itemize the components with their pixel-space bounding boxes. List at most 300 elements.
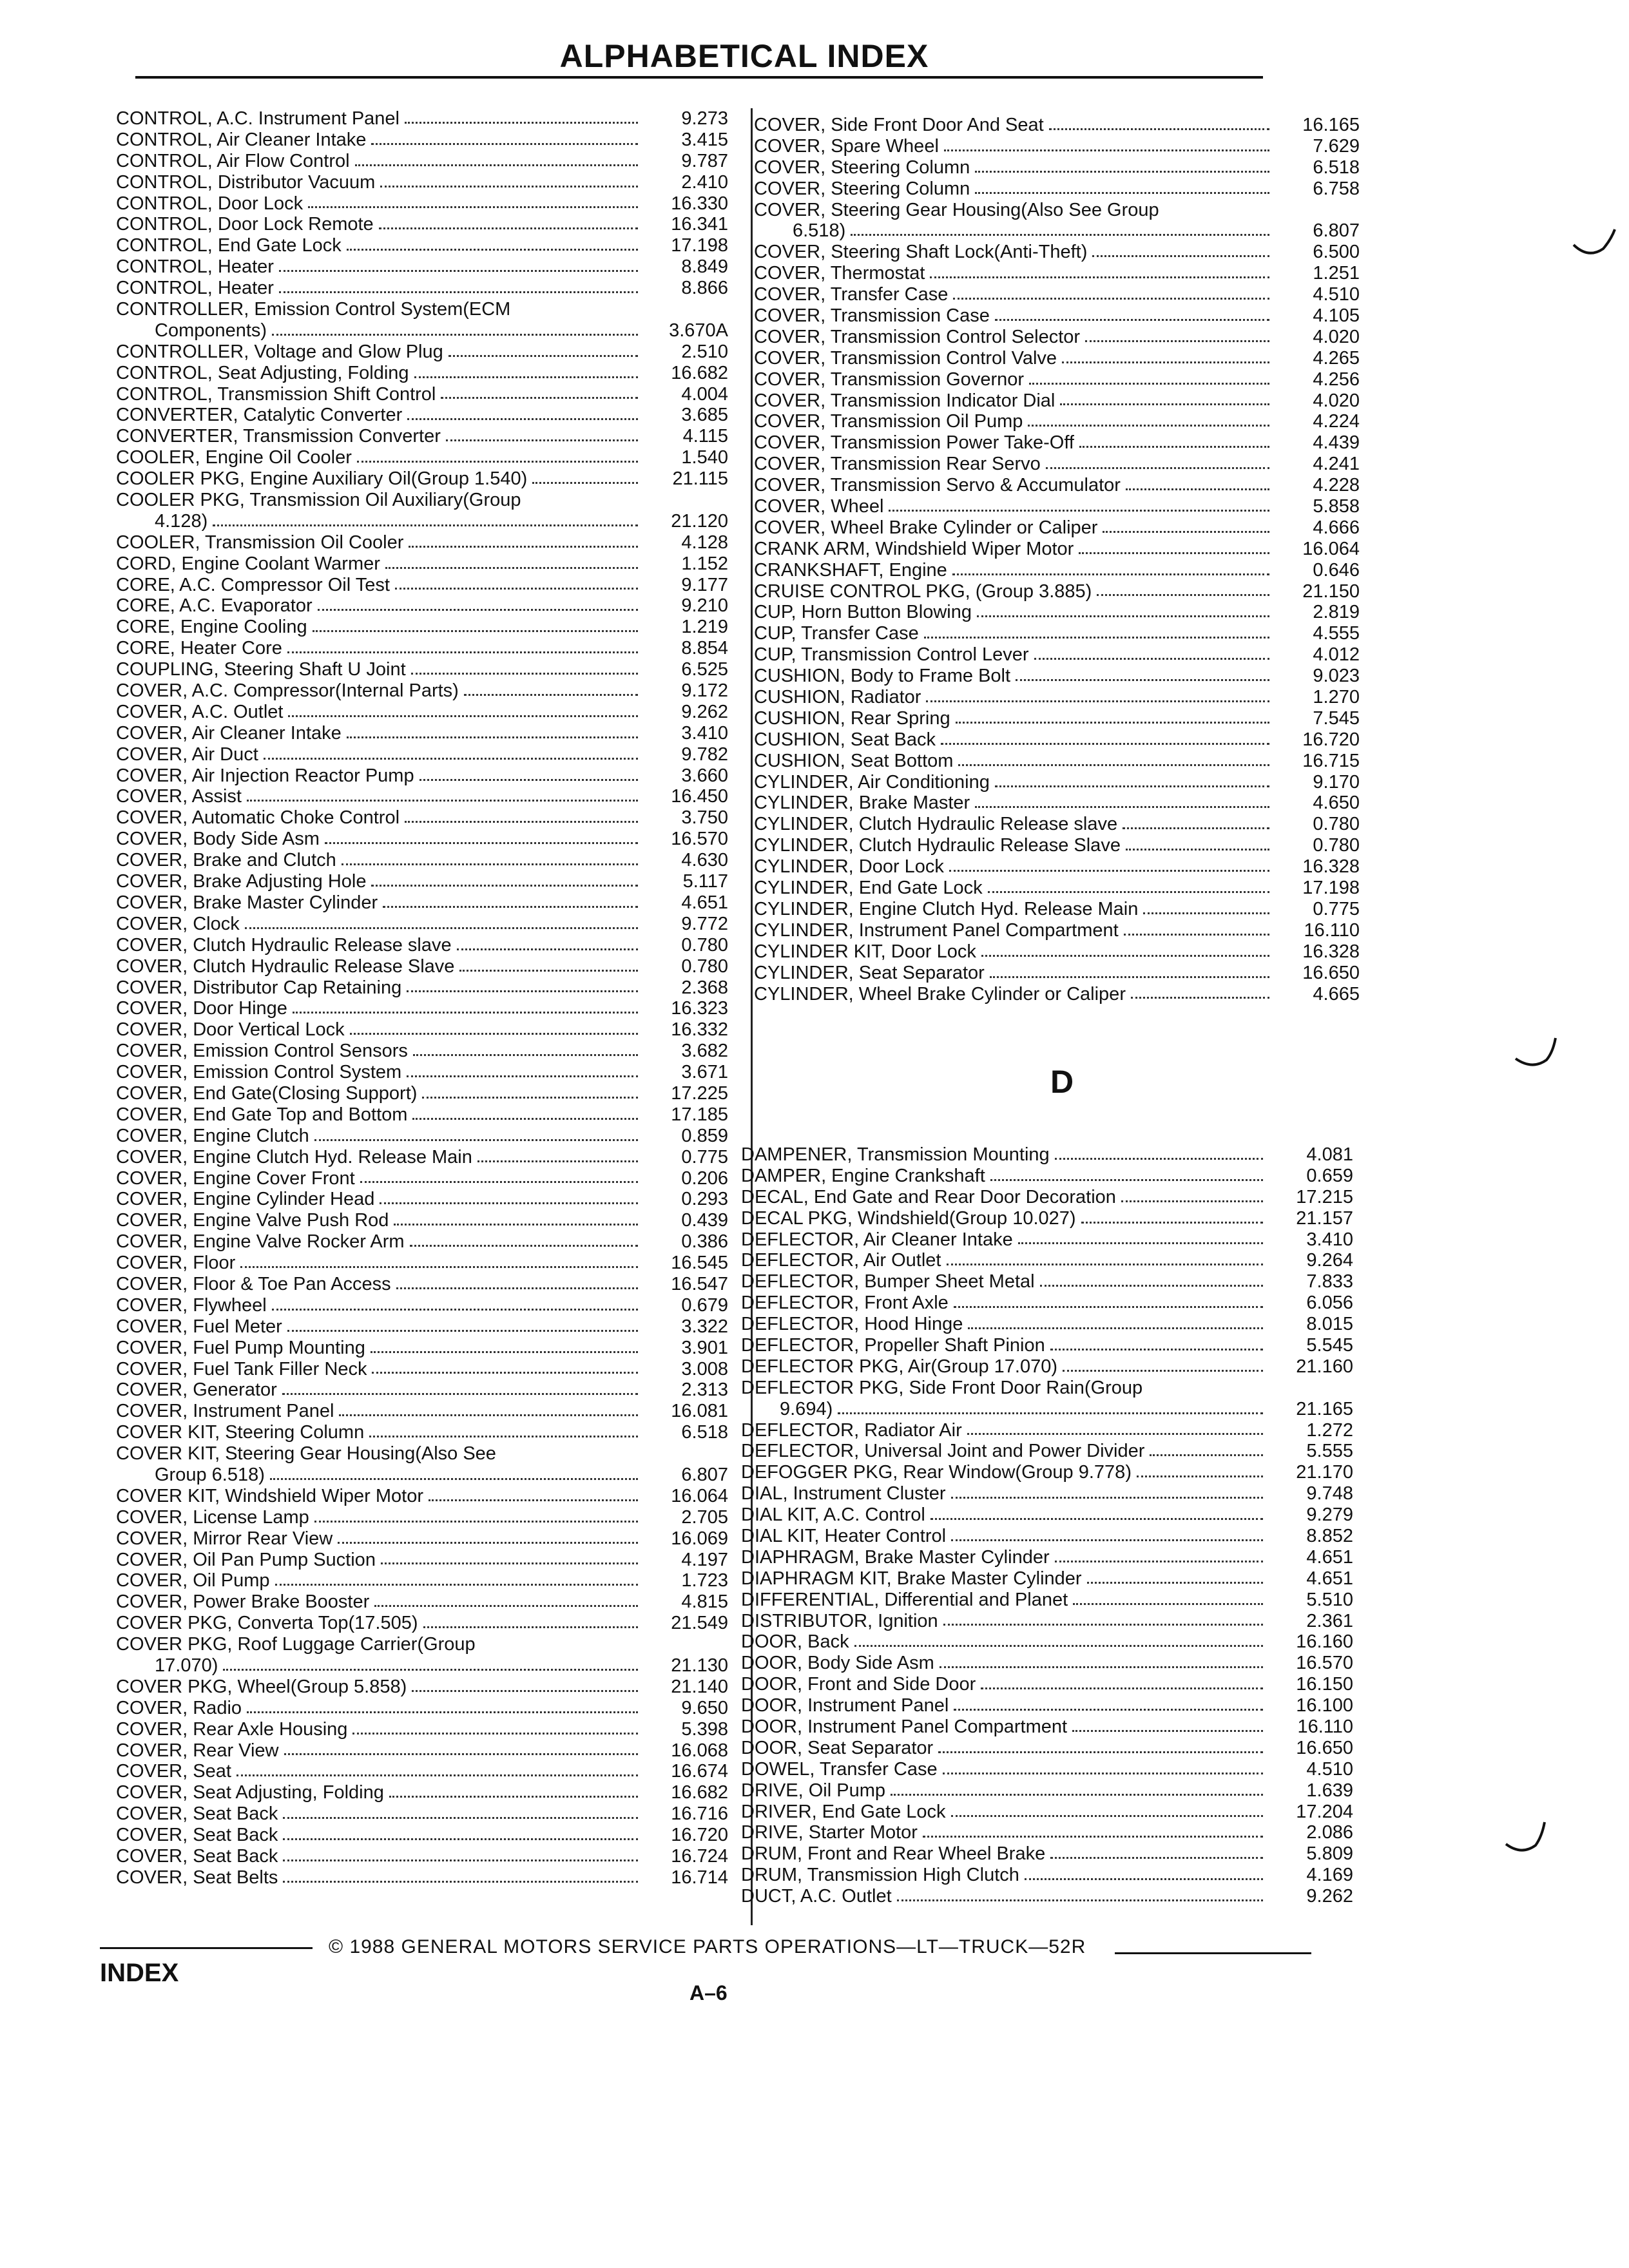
dot-leader [412,1118,638,1120]
dot-leader [422,1097,638,1099]
index-entry [116,977,728,999]
entry-name: DIFFERENTIAL, Differential and Planet [741,1589,1068,1610]
entry-name: COVER, Clutch Hydraulic Release Slave [116,956,455,977]
entry-name: COUPLING, Steering Shaft U Joint [116,659,406,680]
entry-name: COVER, Engine Cylinder Head [116,1189,375,1210]
index-entry [741,1335,1353,1356]
dot-leader [1040,1285,1263,1287]
index-entry [741,1187,1353,1208]
index-entry [116,595,728,617]
index-entry [754,200,1360,221]
entry-name: DAMPER, Engine Crankshaft [741,1165,985,1186]
dot-leader [1073,1603,1263,1605]
dot-leader [347,249,638,251]
entry-name: DRUM, Transmission High Clutch [741,1865,1019,1886]
index-entry [116,1041,728,1062]
entry-page-ref: 6.525 [681,659,728,680]
entry-name: COVER, Air Duct [116,744,258,765]
entry-name: COVER, Engine Cover Front [116,1168,355,1189]
entry-page-ref: 1.272 [1306,1419,1353,1441]
entry-page-ref: 9.273 [681,108,728,129]
entry-name: COVER, Mirror Rear View [116,1528,333,1549]
index-entry [741,1144,1353,1166]
dot-leader [1087,1582,1263,1584]
entry-name: CONTROL, End Gate Lock [116,235,342,256]
entry-page-ref: 4.651 [681,892,728,913]
dot-leader [990,1179,1263,1181]
dot-leader [371,143,638,145]
entry-page-ref: 8.852 [1306,1526,1353,1547]
entry-page-ref: 4.815 [681,1591,728,1613]
entry-page-ref: 2.819 [1313,602,1360,623]
index-entry [754,136,1360,157]
dot-leader [1018,1242,1263,1244]
dot-leader [1126,849,1269,850]
dot-leader [374,1605,638,1607]
entry-name: COVER, Transmission Rear Servo [754,454,1041,475]
entry-page-ref: 9.262 [1306,1886,1353,1907]
entry-name: COVER, Thermostat [754,263,925,284]
index-entry [754,157,1360,178]
entry-name: COVER, Oil Pump [116,1570,270,1591]
entry-page-ref: 0.775 [1313,898,1360,919]
index-entry [116,426,728,447]
index-entry [116,680,728,702]
index-entry [116,1189,728,1210]
entry-page-ref: 3.415 [681,129,728,150]
dot-leader [308,206,638,208]
dot-leader [891,1794,1263,1796]
entry-name: COVER PKG, Roof Luggage Carrier(Group [116,1634,476,1655]
entry-name: COVER, Transmission Governor [754,369,1025,390]
entry-name: COVER, Door Vertical Lock [116,1019,345,1041]
entry-name: CONTROL, Heater [116,278,274,299]
entry-page-ref: 0.780 [1313,835,1360,856]
index-entry [116,1465,728,1486]
index-entry [116,787,728,808]
entry-page-ref: 9.782 [681,744,728,765]
dot-leader [283,1817,638,1819]
entry-page-ref: 0.780 [681,956,728,977]
entry-page-ref: 4.651 [1306,1568,1353,1589]
entry-name: COVER, Door Hinge [116,998,287,1019]
index-entry [741,1653,1353,1674]
dot-leader [247,1711,638,1713]
dot-leader [532,482,638,484]
entry-page-ref: 16.081 [671,1401,728,1422]
entry-page-ref: 2.510 [681,341,728,362]
entry-page-ref: 0.439 [681,1210,728,1231]
dot-leader [275,1584,639,1586]
entry-page-ref: 5.398 [681,1718,728,1740]
entry-name: COVER, Spare Wheel [754,135,939,157]
index-entry [116,1316,728,1338]
dot-leader [854,1645,1263,1647]
dot-leader [223,1669,638,1671]
index-entry [116,1443,728,1465]
entry-page-ref: 16.064 [1302,538,1360,559]
entry-page-ref: 16.110 [1297,1716,1353,1738]
entry-name: CRUISE CONTROL PKG, (Group 3.885) [754,581,1092,602]
entry-name: CORD, Engine Coolant Warmer [116,553,380,574]
entry-name: CONTROL, Heater [116,256,274,278]
index-entry [754,687,1360,708]
dot-leader [247,800,638,802]
dot-leader [407,990,638,992]
index-entry [116,744,728,765]
entry-page-ref: 4.004 [681,383,728,405]
entry-page-ref: 2.410 [681,171,728,193]
entry-page-ref: 4.228 [1313,475,1360,496]
index-entry [741,1526,1353,1547]
entry-name: COVER, License Lamp [116,1506,309,1528]
entry-name: COVER, Air Cleaner Intake [116,722,342,744]
entry-page-ref: 4.265 [1313,347,1360,369]
entry-page-ref: 16.716 [671,1803,728,1825]
entry-page-ref: 0.293 [681,1189,728,1210]
index-entry [741,1293,1353,1314]
entry-page-ref: 4.439 [1313,432,1360,454]
dot-leader [282,1393,638,1395]
dot-leader [924,637,1269,639]
dot-leader [943,1773,1263,1774]
dot-leader [380,1202,638,1204]
index-entry [116,935,728,956]
dot-leader [429,1499,638,1501]
dot-leader [213,524,638,526]
index-entry [741,1568,1353,1590]
dot-leader [1126,488,1269,490]
dot-leader [975,171,1269,173]
index-entry [116,1231,728,1253]
entry-page-ref: 9.264 [1306,1250,1353,1271]
entry-page-ref: 21.157 [1296,1207,1353,1229]
entry-name: DOOR, Back [741,1631,849,1653]
entry-page-ref: 3.671 [681,1062,728,1083]
dot-leader [314,1521,638,1523]
entry-name: COVER, Brake Adjusting Hole [116,871,367,892]
entry-page-ref: 16.332 [671,1019,728,1041]
entry-name: CUP, Horn Button Blowing [754,602,972,623]
dot-leader [284,1753,639,1755]
dot-leader [412,1690,638,1692]
entry-name: Components) [155,320,267,341]
page-number: A–6 [689,1981,728,2004]
entry-page-ref: 16.328 [1302,941,1360,962]
entry-page-ref: 4.020 [1313,390,1360,411]
entry-name: DOWEL, Transfer Case [741,1758,938,1780]
index-entry [116,1104,728,1126]
entry-name: CONTROL, Air Cleaner Intake [116,129,367,150]
entry-page-ref: 16.715 [1302,750,1360,771]
index-entry [116,702,728,723]
index-entry [754,602,1360,623]
dot-leader [407,1075,638,1077]
entry-name: COVER, Seat Back [116,1803,278,1825]
dot-leader [410,1245,638,1247]
entry-name: COVER, Brake Master Cylinder [116,892,378,913]
dot-leader [371,885,638,887]
entry-name: COVER, Seat [116,1761,231,1782]
entry-name: CUSHION, Seat Back [754,729,936,750]
entry-name: CYLINDER, Seat Separator [754,962,985,983]
entry-page-ref: 16.165 [1302,114,1360,135]
index-entry [741,1865,1353,1886]
dot-leader [1097,594,1269,596]
dot-leader [283,1860,638,1861]
index-entry [116,1338,728,1359]
index-entry [741,1229,1353,1251]
index-entry [754,984,1360,1005]
dot-leader [380,186,638,187]
dot-leader [409,546,638,548]
index-entry [116,617,728,638]
dot-leader [279,291,638,293]
index-entry [741,1695,1353,1716]
entry-name: COOLER, Engine Oil Cooler [116,447,352,468]
entry-name: CYLINDER, Clutch Hydraulic Release Slave [754,835,1121,856]
index-entry [741,1441,1353,1462]
dot-leader [293,1012,638,1014]
index-entry [754,454,1360,475]
entry-name: COVER, Seat Back [116,1825,278,1846]
dot-leader [272,334,638,336]
index-entry [116,871,728,892]
entry-page-ref: 16.570 [671,829,728,850]
index-entry [116,1634,728,1655]
entry-name: COVER, Rear Axle Housing [116,1718,348,1740]
index-entry [116,320,728,341]
entry-page-ref: 16.682 [671,1782,728,1803]
dot-leader [245,927,638,929]
index-column-left [116,108,728,1888]
index-entry [116,1761,728,1782]
index-entry [116,108,728,130]
index-entry [754,348,1360,369]
entry-page-ref: 17.215 [1296,1186,1353,1207]
index-entry [116,490,728,511]
entry-page-ref: 5.858 [1313,496,1360,517]
index-entry [754,496,1360,517]
entry-page-ref: 7.545 [1313,707,1360,729]
entry-page-ref: 21.165 [1296,1398,1353,1419]
entry-name: COVER, Fuel Meter [116,1316,282,1337]
footer-copyright: © 1988 GENERAL MOTORS SERVICE PARTS OPERATIONS—LT—TRUCK—52R [329,1936,1086,1957]
entry-name: DEFLECTOR, Air Cleaner Intake [741,1229,1013,1250]
entry-page-ref: 0.775 [681,1146,728,1168]
index-column-right-c [754,115,1360,1004]
entry-name: COVER, Generator [116,1379,277,1401]
index-entry [754,899,1360,920]
index-entry [116,1379,728,1401]
dot-leader [357,461,638,463]
entry-page-ref: 9.772 [681,913,728,934]
index-entry [116,1062,728,1083]
dot-leader [385,567,638,569]
entry-page-ref: 16.650 [1296,1737,1353,1758]
index-entry [754,814,1360,835]
dot-leader [379,227,638,229]
entry-page-ref: 5.117 [682,871,728,892]
entry-page-ref: 9.748 [1306,1483,1353,1504]
dot-leader [995,785,1269,787]
entry-page-ref: 8.854 [681,638,728,659]
index-entry [116,1422,728,1443]
index-entry [754,708,1360,729]
entry-name: COVER, Transfer Case [754,284,949,305]
dot-leader [930,1518,1263,1520]
index-entry [116,1803,728,1825]
entry-page-ref: 4.256 [1313,369,1360,390]
entry-name: DOOR, Instrument Panel [741,1695,949,1716]
index-entry [741,1314,1353,1335]
entry-page-ref: 6.518 [681,1422,728,1443]
dot-leader [347,736,638,738]
dot-leader [995,319,1269,321]
entry-name: COVER, Transmission Control Selector [754,326,1081,347]
entry-name: COVER, End Gate Top and Bottom [116,1104,408,1125]
index-entry [116,193,728,215]
entry-page-ref: 0.780 [1313,814,1360,835]
index-entry [754,432,1360,454]
entry-page-ref: 6.807 [681,1464,728,1485]
dot-leader [325,842,638,844]
index-entry [754,517,1360,539]
entry-name: CYLINDER, Brake Master [754,793,970,814]
index-entry [741,1738,1353,1759]
dot-leader [1016,679,1269,681]
index-entry [741,1462,1353,1483]
entry-page-ref: 16.150 [1296,1674,1353,1695]
dot-leader [1046,467,1269,469]
index-entry [116,151,728,172]
dot-leader [1060,403,1269,405]
entry-name: CUP, Transmission Control Lever [754,644,1029,666]
footer-rule-right [1115,1952,1311,1954]
entry-page-ref: 6.500 [1313,242,1360,263]
entry-name: COVER, Fuel Pump Mounting [116,1337,365,1358]
dot-leader [1092,255,1269,257]
entry-page-ref: 3.410 [1306,1229,1353,1250]
entry-page-ref: 4.115 [682,426,728,447]
entry-page-ref: 1.540 [681,447,728,468]
index-entry [116,1867,728,1888]
entry-name: COVER, Engine Valve Rocker Arm [116,1231,405,1253]
index-entry [754,729,1360,751]
entry-page-ref: 4.169 [1306,1865,1353,1886]
index-entry [116,998,728,1019]
index-entry [754,560,1360,581]
footer-section-label: INDEX [100,1959,179,1987]
entry-name: DEFLECTOR PKG, Side Front Door Rain(Group [741,1377,1143,1398]
entry-page-ref: 9.279 [1306,1504,1353,1526]
entry-name: COVER, Transmission Oil Pump [754,411,1023,432]
entry-page-ref: 16.674 [671,1761,728,1782]
entry-name: COVER, Seat Adjusting, Folding [116,1782,384,1803]
check-mark-icon [1505,1817,1550,1862]
dot-leader [1049,128,1269,130]
entry-name: COOLER PKG, Engine Auxiliary Oil(Group 1.540) [116,468,528,490]
entry-name: DEFLECTOR, Air Outlet [741,1250,941,1271]
entry-name: COVER, Seat Belts [116,1867,278,1888]
entry-name: CORE, A.C. Compressor Oil Test [116,574,390,595]
dot-leader [926,700,1269,702]
dot-leader [1085,340,1269,342]
entry-page-ref: 9.177 [681,574,728,595]
entry-page-ref: 16.714 [671,1867,728,1888]
entry-page-ref: 3.901 [681,1337,728,1358]
entry-name: COVER, Fuel Tank Filler Neck [116,1358,367,1379]
entry-name: COVER, Wheel Brake Cylinder or Caliper [754,517,1098,538]
entry-page-ref: 2.368 [681,977,728,998]
entry-name: COVER, Distributor Cap Retaining [116,977,402,998]
entry-name: DEFLECTOR PKG, Air(Group 17.070) [741,1356,1058,1377]
index-entry [741,1378,1353,1399]
dot-leader [968,1327,1263,1329]
entry-name: COVER, Wheel [754,496,884,517]
dot-leader [342,863,638,865]
entry-page-ref: 0.679 [681,1294,728,1316]
entry-name: COOLER, Transmission Oil Cooler [116,532,404,553]
entry-name: CUSHION, Radiator [754,687,921,708]
entry-name: COVER PKG, Converta Top(17.505) [116,1613,418,1634]
index-entry [741,1250,1353,1271]
dot-leader [279,270,638,272]
entry-page-ref: 16.068 [671,1740,728,1761]
entry-page-ref: 9.170 [1313,771,1360,793]
entry-name: COVER, Steering Shaft Lock(Anti-Theft) [754,242,1088,263]
index-entry [116,278,728,299]
index-entry [116,892,728,914]
dot-leader [1123,827,1269,829]
dot-leader [951,1539,1263,1541]
index-entry [754,835,1360,856]
index-entry [116,638,728,659]
index-entry [116,468,728,490]
entry-name: COVER, A.C. Compressor(Internal Parts) [116,680,459,702]
dot-leader [951,1815,1263,1817]
entry-page-ref: 21.549 [671,1613,728,1634]
entry-page-ref: 4.081 [1306,1144,1353,1165]
entry-page-ref: 3.008 [681,1358,728,1379]
dot-leader [930,276,1269,278]
entry-name: CUSHION, Rear Spring [754,707,950,729]
dot-leader [954,1306,1263,1308]
entry-name: CORE, A.C. Evaporator [116,595,313,617]
index-entry [754,475,1360,496]
entry-name: DEFLECTOR, Radiator Air [741,1419,962,1441]
entry-name: CYLINDER, Instrument Panel Compartment [754,919,1119,941]
dot-leader [1025,1878,1263,1880]
dot-leader [1050,1857,1263,1859]
entry-name: COVER, Transmission Servo & Accumulator [754,475,1121,496]
entry-page-ref: 16.341 [671,214,728,235]
entry-name: CONTROL, Air Flow Control [116,150,350,171]
entry-name: CONTROL, Door Lock Remote [116,214,374,235]
entry-name: DOOR, Front and Side Door [741,1674,976,1695]
entry-name: COVER, Seat Back [116,1846,278,1867]
entry-page-ref: 16.160 [1296,1631,1353,1653]
dot-leader [981,955,1269,957]
entry-name: COVER, Radio [116,1697,242,1718]
dot-leader [953,298,1269,300]
entry-name: COVER, Rear View [116,1740,279,1761]
entry-page-ref: 8.866 [681,278,728,299]
index-entry [741,1843,1353,1865]
entry-page-ref: 3.670A [669,320,728,341]
entry-page-ref: 16.720 [1302,729,1360,750]
dot-leader [389,1796,638,1798]
